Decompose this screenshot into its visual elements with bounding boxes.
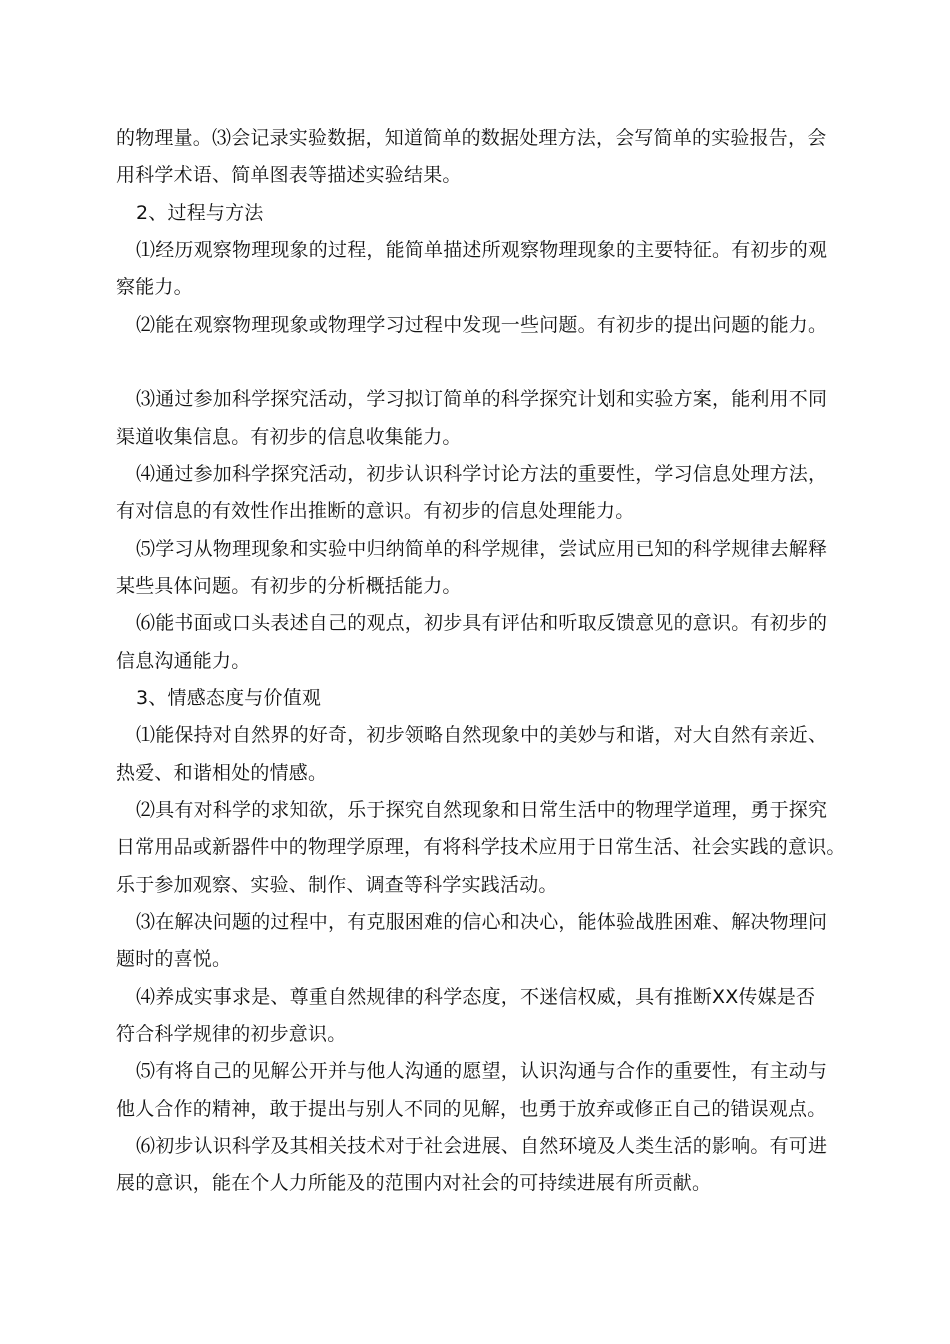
text-line: 乐于参加观察、实验、制作、调查等科学实践活动。 <box>116 874 558 896</box>
text-line: 察能力。 <box>116 276 193 298</box>
text-line: 日常用品或新器件中的物理学原理，有将科学技术应用于日常生活、社会实践的意识。 <box>116 836 846 858</box>
text-line: ⑵具有对科学的求知欲，乐于探究自然现象和日常生活中的物理学道理，勇于探究 <box>136 799 828 821</box>
text-line: 用科学术语、简单图表等描述实验结果。 <box>116 164 462 186</box>
text-line: 展的意识，能在个人力所能及的范围内对社会的可持续进展有所贡献。 <box>116 1172 712 1194</box>
section-heading: 2、过程与方法 <box>136 202 264 224</box>
text-line: ⑸学习从物理现象和实验中归纳简单的科学规律，尝试应用已知的科学规律去解释 <box>136 538 828 560</box>
text-line: 符合科学规律的初步意识。 <box>116 1023 347 1045</box>
text-line: ⑹能书面或口头表述自己的观点，初步具有评估和听取反馈意见的意识。有初步的 <box>136 612 828 634</box>
text-line: ⑷通过参加科学探究活动，初步认识科学讨论方法的重要性，学习信息处理方法， <box>136 463 828 485</box>
text-line: 的物理量。⑶会记录实验数据，知道简单的数据处理方法，会写简单的实验报告，会 <box>116 127 827 149</box>
text-line: ⑴经历观察物理现象的过程，能简单描述所观察物理现象的主要特征。有初步的观 <box>136 239 828 261</box>
text-line: ⑴能保持对自然界的好奇，初步领略自然现象中的美妙与和谐，对大自然有亲近、 <box>136 724 828 746</box>
text-line: 有对信息的有效性作出推断的意识。有初步的信息处理能力。 <box>116 500 635 522</box>
text-line: 他人合作的精神，敢于提出与别人不同的见解，也勇于放弃或修正自己的错误观点。 <box>116 1098 827 1120</box>
text-line: ⑷养成实事求是、尊重自然规律的科学态度，不迷信权威，具有推断XX传媒是否 <box>136 986 816 1008</box>
text-line: 信息沟通能力。 <box>116 650 251 672</box>
text-line: ⑸有将自己的见解公开并与他人沟通的愿望，认识沟通与合作的重要性，有主动与 <box>136 1060 828 1082</box>
text-line: ⑹初步认识科学及其相关技术对于社会进展、自然环境及人类生活的影响。有可进 <box>136 1135 828 1157</box>
text-line: 某些具体问题。有初步的分析概括能力。 <box>116 575 462 597</box>
text-line: 题时的喜悦。 <box>116 948 232 970</box>
text-line: ⑶通过参加科学探究活动，学习拟订简单的科学探究计划和实验方案，能利用不同 <box>136 388 828 410</box>
text-line: ⑶在解决问题的过程中，有克服困难的信心和决心，能体验战胜困难、解决物理问 <box>136 911 828 933</box>
section-heading: 3、情感态度与价值观 <box>136 687 322 709</box>
text-line: 渠道收集信息。有初步的信息收集能力。 <box>116 426 462 448</box>
text-line: ⑵能在观察物理现象或物理学习过程中发现一些问题。有初步的提出问题的能力。 <box>136 314 828 336</box>
text-line: 热爱、和谐相处的情感。 <box>116 762 328 784</box>
